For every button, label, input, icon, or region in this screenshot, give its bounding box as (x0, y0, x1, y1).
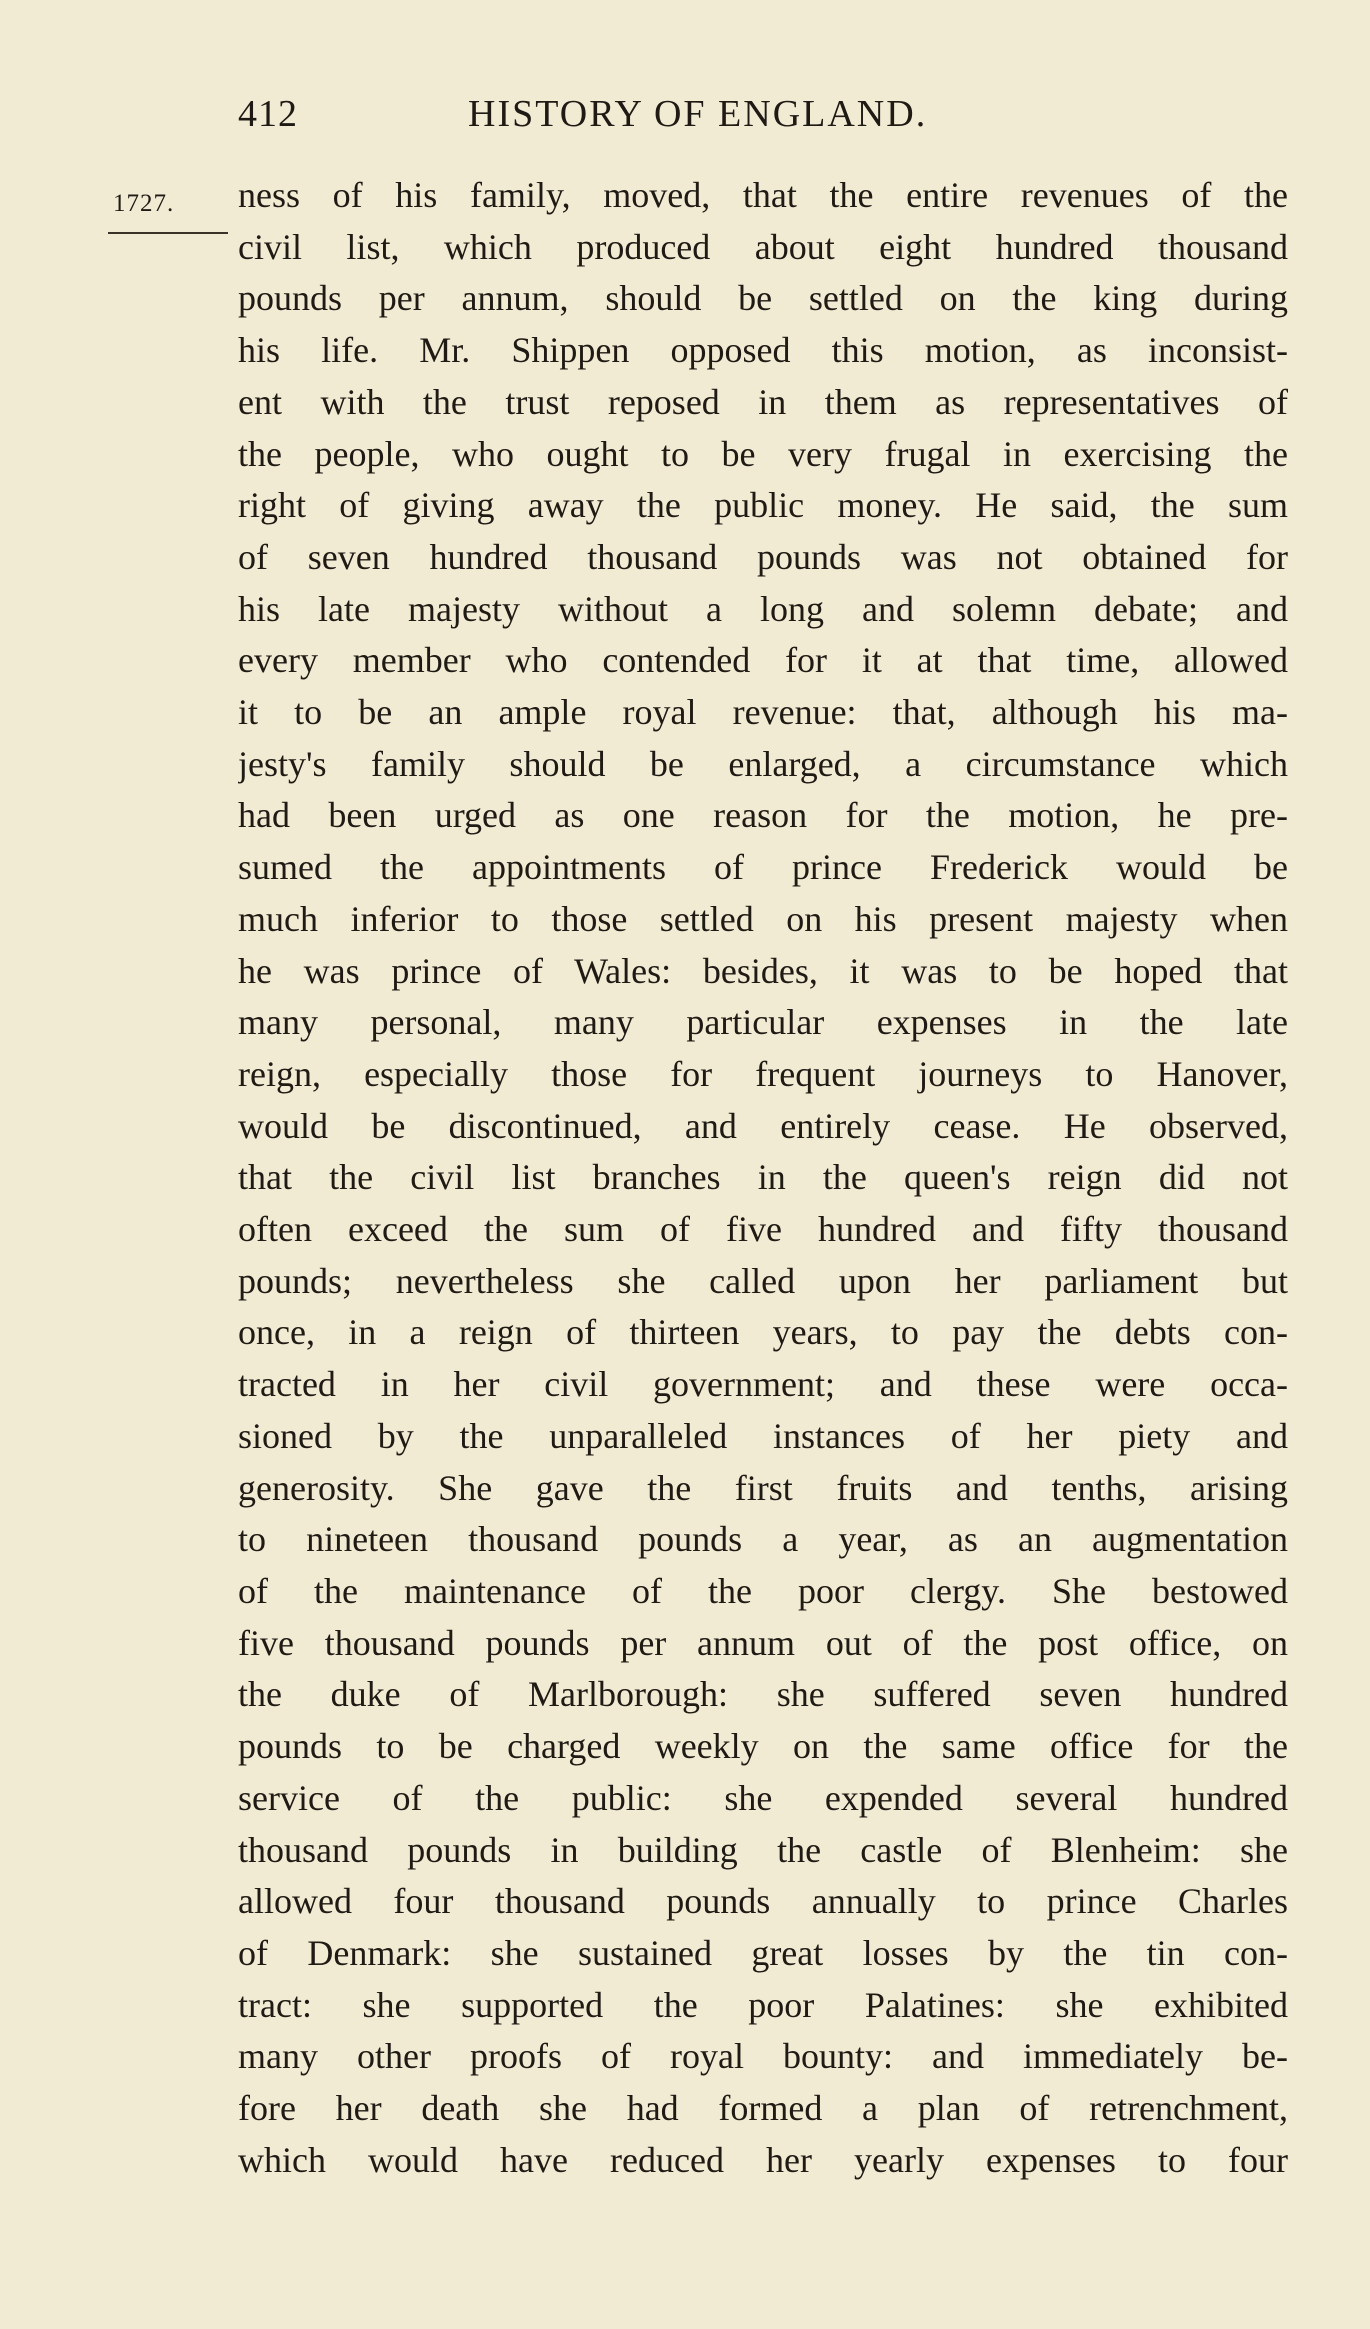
running-title: HISTORY OF ENGLAND. (468, 93, 928, 135)
body-text (238, 170, 1288, 2186)
text-line: civil list, which produced about eight hundred thousand (238, 226, 1288, 267)
text-line: right of giving away the public money. He said, the sum (238, 485, 1288, 526)
text-line: allowed four thousand pounds annually to prince Charles (238, 1881, 1288, 1922)
text-line: ent with the trust reposed in them as representatives of (238, 381, 1288, 422)
text-line: would be discontinued, and entirely cease. He observed, (238, 1105, 1288, 1146)
text-line: often exceed the sum of five hundred and fifty thousand (238, 1209, 1288, 1250)
text-line: had been urged as one reason for the motion, he pre- (238, 795, 1288, 836)
text-line: of Denmark: she sustained great losses by the tin con- (238, 1932, 1288, 1973)
text-line: the people, who ought to be very frugal in exercising the (238, 433, 1288, 474)
text-line: generosity. She gave the first fruits and tenths, arising (238, 1467, 1288, 1508)
text-line: sioned by the unparalleled instances of her piety and (238, 1415, 1288, 1456)
text-line: pounds to be charged weekly on the same office for the (238, 1726, 1288, 1767)
text-line: it to be an ample royal revenue: that, although his ma- (238, 692, 1288, 733)
running-head (238, 92, 1288, 152)
text-line: of seven hundred thousand pounds was not obtained for (238, 536, 1288, 577)
text-line: the duke of Marlborough: she suffered seven hundred (238, 1674, 1288, 1715)
text-line: fore her death she had formed a plan of retrenchment, (238, 2088, 1288, 2129)
text-line: to nineteen thousand pounds a year, as an augmentation (238, 1519, 1288, 1560)
text-line: he was prince of Wales: besides, it was to be hoped that (238, 950, 1288, 991)
text-line: many other proofs of royal bounty: and immediately be- (238, 2036, 1288, 2077)
text-line: his life. Mr. Shippen opposed this motion, as inconsist- (238, 330, 1288, 371)
text-line: ness of his family, moved, that the entire revenues of the (238, 175, 1288, 215)
text-line: five thousand pounds per annum out of the post office, on (238, 1622, 1288, 1663)
text-line: tracted in her civil government; and these were occa- (238, 1364, 1288, 1405)
text-line: service of the public: she expended several hundred (238, 1777, 1288, 1818)
text-line: pounds per annum, should be settled on the king during (238, 278, 1288, 319)
text-line: many personal, many particular expenses in the late (238, 1002, 1288, 1043)
text-line: every member who contended for it at that time, allowed (238, 640, 1288, 681)
margin-year-note: 1727. (113, 190, 175, 217)
text-line: thousand pounds in building the castle of Blenheim: she (238, 1829, 1288, 1870)
page-number: 412 (238, 93, 298, 135)
text-line: tract: she supported the poor Palatines: she exhibited (238, 1984, 1288, 2025)
text-line: which would have reduced her yearly expenses to four (238, 2139, 1288, 2180)
text-line: of the maintenance of the poor clergy. She bestowed (238, 1570, 1288, 1611)
margin-rule (108, 232, 228, 234)
text-line: sumed the appointments of prince Frederick would be (238, 847, 1288, 888)
text-line: once, in a reign of thirteen years, to pay the debts con- (238, 1312, 1288, 1353)
text-line: much inferior to those settled on his present majesty when (238, 898, 1288, 939)
text-line: that the civil list branches in the queen's reign did not (238, 1157, 1288, 1198)
text-line: reign, especially those for frequent journeys to Hanover, (238, 1053, 1288, 1094)
text-line: pounds; nevertheless she called upon her parliament but (238, 1260, 1288, 1301)
text-line: his late majesty without a long and solemn debate; and (238, 588, 1288, 629)
text-line: jesty's family should be enlarged, a circumstance which (238, 743, 1288, 784)
